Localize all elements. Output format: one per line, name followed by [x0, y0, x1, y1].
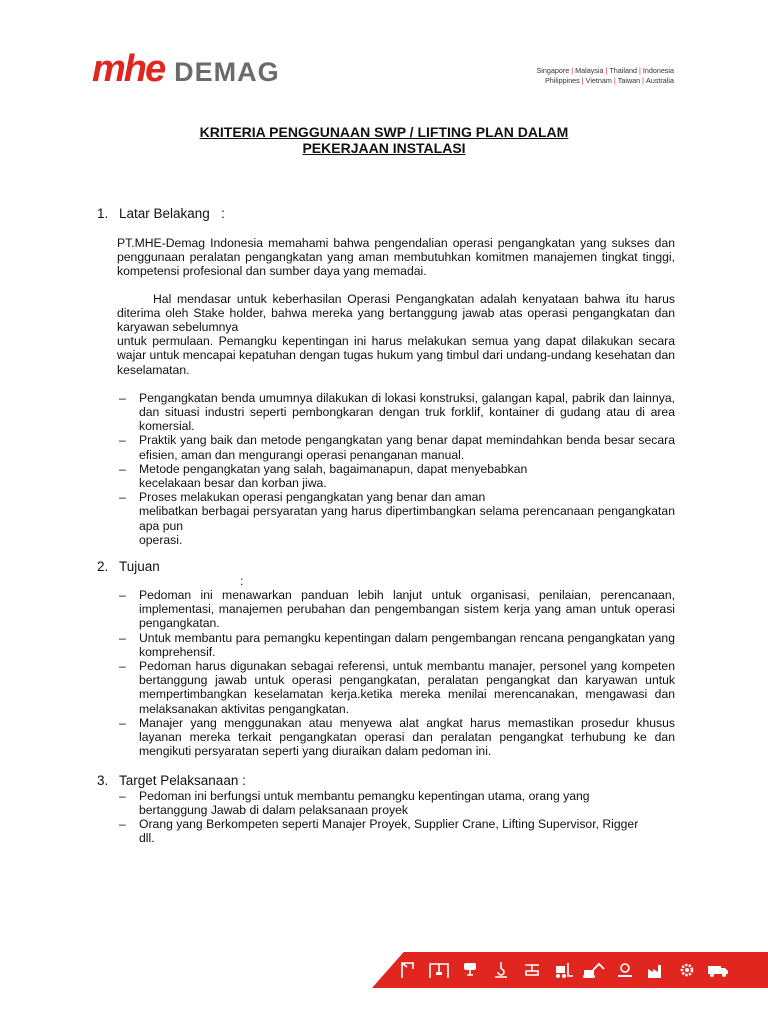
list-item: – Untuk membantu para pemangku kepentingan dalam pengembangan rencana pengangkatan yang komprehensif. [119, 630, 675, 659]
jib-crane-icon [396, 960, 420, 980]
list-item: – Proses melakukan operasi pengangkatan yang benar dan aman melibatkan berbagai persyaratan yang harus dipertimbangkan selama perencanaan pengangkatan apa pun operasi. [119, 490, 675, 547]
section-number: 3. [97, 772, 109, 788]
bullet-list [117, 789, 675, 846]
section-heading-tujuan [97, 559, 675, 575]
company-logo [92, 48, 280, 90]
title-line-2: PEKERJAAN INSTALASI [302, 140, 466, 156]
list-item: – Pedoman ini menawarkan panduan lebih lanjut untuk organisasi, penilaian, perencanaan, implementasi, manajemen perubahan dan pengembangan sistem kerja yang aman untuk operasi pengangkatan. [119, 588, 675, 631]
document-body [97, 206, 675, 845]
country-line-2: Philippines | Vietnam | Taiwan | Australia [545, 76, 674, 85]
section-heading-latar-belakang [97, 206, 675, 222]
list-item: – Pedoman ini berfungsi untuk membantu pemangku kepentingan utama, orang yang bertanggung Jawab di dalam pelaksanaan proyek [119, 788, 590, 817]
logo-demag-text: DEMAG [174, 57, 280, 87]
list-item: – Manajer yang menggunakan atau menyewa alat angkat harus memastikan prosedur khusus layanan mereka terkait pengangkatan operasi dan peralatan pengangkat terhubung ke dan mengikuti persyaratan seperti yang diuraikan dalam pedoman ini. [119, 715, 675, 759]
section-number: 2. [97, 559, 109, 575]
country-name: Australia [646, 76, 674, 85]
section-colon: : [240, 574, 244, 589]
section-title: Target Pelaksanaan : [119, 772, 246, 788]
truck-icon [706, 960, 730, 980]
forklift-icon [551, 960, 575, 980]
country-name: Malaysia [575, 66, 604, 75]
list-item: – Pengangkatan benda umumnya dilakukan di lokasi konstruksi, galangan kapal, pabrik dan lainnya, dan situasi industri seperti pembongkaran dengan truk forklif, kontainer di gudang atau di area komersial. [119, 390, 675, 434]
lifter-icon [520, 960, 544, 980]
section-title: Latar Belakang : [119, 206, 225, 221]
country-name: Vietnam [585, 76, 612, 85]
country-line-1: Singapore | Malaysia | Thailand | Indonesia [536, 66, 674, 75]
winch-icon [613, 960, 637, 980]
country-name: Indonesia [642, 66, 674, 75]
list-item: – Praktik yang baik dan metode pengangkatan yang benar dapat memindahkan benda besar secara efisien, aman dan mengurangi operasi penanganan manual. [119, 433, 675, 462]
bullet-list [117, 391, 675, 547]
load-hook-icon [489, 960, 513, 980]
bullet-list [117, 588, 675, 758]
title-line-1: KRITERIA PENGGUNAAN SWP / LIFTING PLAN DALAM [199, 124, 569, 140]
section-heading-target-pelaksanaan [97, 773, 675, 789]
gear-icon [675, 960, 699, 980]
document-title [100, 124, 668, 156]
list-item: – Metode pengangkatan yang salah, bagaimanapun, dapat menyebabkan kecelakaan besar dan korban jiwa. [119, 461, 528, 491]
country-name: Singapore [536, 66, 570, 75]
excavator-icon [582, 960, 606, 980]
list-item: – Pedoman harus digunakan sebagai referensi, untuk membantu manajer, personel yang kompeten bertanggung jawab untuk operasi pengangkatan, peralatan pengangkat dan karyawan untuk mempertimbangkan keselamatan kerja.ketika mereka menilai merencanakan, mengawasi dan melaksanakan aktivitas pengangkatan. [119, 659, 675, 716]
country-name: Thailand [609, 66, 637, 75]
list-item: – Orang yang Berkompeten seperti Manajer Proyek, Supplier Crane, Lifting Supervisor, Rigger dll. [119, 816, 639, 846]
paragraph: Hal mendasar untuk keberhasilan Operasi Pengangkatan adalah kenyataan bahwa itu harus diterima oleh Stake holder, bahwa mereka yang bertanggung jawab atas operasi pengangkatan dan karyawan sebelumnya [117, 291, 675, 335]
country-name: Taiwan [617, 76, 641, 85]
paragraph: PT.MHE-Demag Indonesia memahami bahwa pengendalian operasi pengangkatan yang sukses dan penggunaan peralatan pengangkatan yang aman membutuhkan komitmen manajemen tingkat tinggi, kompetensi profesional dan sumber daya yang memadai. [117, 236, 675, 279]
section-title: Tujuan [119, 559, 160, 575]
paragraph: untuk permulaan. Pemangku kepentingan ini harus melakukan semua yang dapat dilakukan secara wajar untuk mencapai kepatuhan dengan tugas hukum yang timbul dari undang-undang kesehatan dan keselamatan. [117, 334, 675, 377]
footer-band [372, 952, 768, 988]
gantry-crane-icon [427, 960, 451, 980]
hoist-icon [458, 960, 482, 980]
country-list [536, 66, 674, 86]
section-number: 1. [97, 206, 109, 221]
country-name: Philippines [545, 76, 580, 85]
logo-mhe-text: mhe [92, 48, 165, 90]
factory-icon [644, 960, 668, 980]
